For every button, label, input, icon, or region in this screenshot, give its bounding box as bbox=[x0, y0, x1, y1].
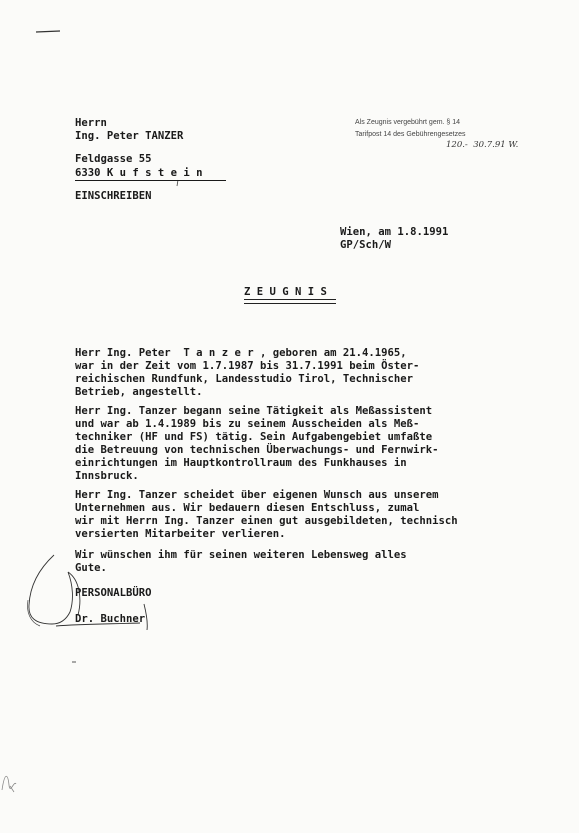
paragraph-3-line-1: Herr Ing. Tanzer scheidet über eigenen Wunsch aus unserem bbox=[75, 489, 439, 501]
paragraph-2-line-2: und war ab 1.4.1989 bis zu seinem Ausscheiden als Meß- bbox=[75, 418, 420, 430]
signature-flourish bbox=[28, 600, 41, 626]
paragraph-2-line-3: techniker (HF und FS) tätig. Sein Aufgabengebiet umfaßte bbox=[75, 431, 433, 443]
recipient-salutation: Herrn bbox=[75, 117, 107, 129]
paragraph-2-line-4: die Betreuung von technischen Überwachungs- und Fernwirk- bbox=[75, 444, 439, 456]
paragraph-3-line-2: Unternehmen aus. Wir bedauern diesen Entschluss, zumal bbox=[75, 502, 420, 514]
paragraph-3-line-3: wir mit Herrn Ing. Tanzer einen gut ausgebildeten, technisch bbox=[75, 515, 458, 527]
delivery-method: EINSCHREIBEN bbox=[75, 190, 152, 202]
signature-name: Dr. Buchner bbox=[75, 613, 146, 625]
paragraph-3-line-4: versierten Mitarbeiter verlieren. bbox=[75, 528, 286, 540]
paragraph-1-line-3: reichischen Rundfunk, Landesstudio Tirol, Technischer bbox=[75, 373, 414, 385]
city-underline bbox=[75, 180, 226, 181]
paragraph-1-line-4: Betrieb, angestellt. bbox=[75, 386, 203, 398]
place-date: Wien, am 1.8.1991 bbox=[340, 226, 449, 238]
signature-department: PERSONALBÜRO bbox=[75, 587, 152, 599]
recipient-city: 6330 K u f s t e i n bbox=[75, 167, 203, 179]
document-title: Z E U G N I S bbox=[244, 286, 327, 298]
reference-code: GP/Sch/W bbox=[340, 239, 392, 251]
paragraph-4-line-1: Wir wünschen ihm für seinen weiteren Lebensweg alles bbox=[75, 549, 407, 561]
paragraph-4-line-2: Gute. bbox=[75, 562, 107, 574]
recipient-name: Ing. Peter TANZER bbox=[75, 130, 184, 142]
paragraph-1-line-2: war in der Zeit vom 1.7.1987 bis 31.7.1991 beim Öster- bbox=[75, 360, 420, 372]
paragraph-2-line-1: Herr Ing. Tanzer begann seine Tätigkeit als Meßassistent bbox=[75, 405, 433, 417]
paragraph-1-line-1: Herr Ing. Peter T a n z e r , geboren am 21.4.1965, bbox=[75, 347, 407, 359]
fee-stamp-handwritten: 120.- 30.7.91 W. bbox=[446, 140, 519, 150]
paragraph-2-line-5: einrichtungen im Hauptkontrollraum des Funkhauses in bbox=[75, 457, 407, 469]
corner-dash-mark bbox=[36, 31, 60, 32]
fee-stamp-line-2: Tarifpost 14 des Gebührengesetzes bbox=[355, 131, 466, 138]
title-double-underline bbox=[244, 299, 336, 304]
fee-stamp-line-1: Als Zeugnis vergebührt gem. § 14 bbox=[355, 119, 461, 126]
recipient-street: Feldgasse 55 bbox=[75, 153, 152, 165]
paragraph-2-line-6: Innsbruck. bbox=[75, 470, 139, 482]
corner-scribble bbox=[2, 776, 16, 792]
